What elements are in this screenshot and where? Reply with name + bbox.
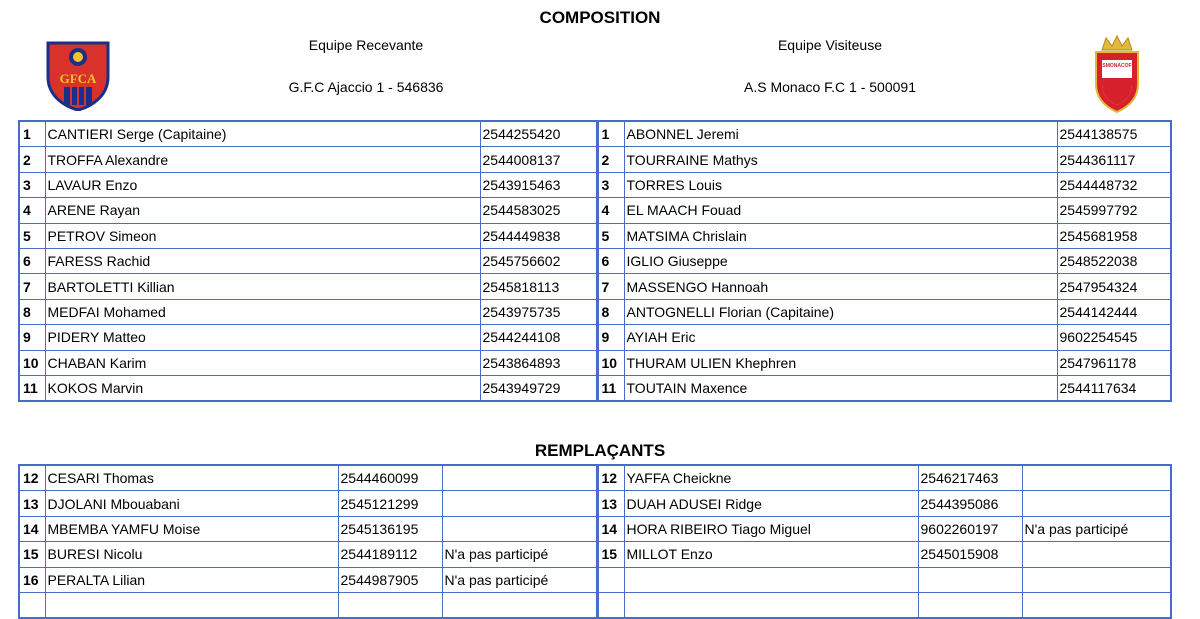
home-sub-number: 15 bbox=[19, 542, 45, 567]
home-player-name: BARTOLETTI Killian bbox=[45, 274, 480, 299]
away-player-number: 1 bbox=[597, 121, 624, 147]
substitute-row bbox=[19, 465, 1171, 491]
away-player-license: 2548522038 bbox=[1057, 248, 1171, 273]
home-sub-number: 13 bbox=[19, 491, 45, 516]
away-sub-note bbox=[1022, 592, 1171, 618]
away-player-name: AYIAH Eric bbox=[624, 325, 1057, 350]
away-player-name: TOURRAINE Mathys bbox=[624, 147, 1057, 172]
away-player-name: ANTOGNELLI Florian (Capitaine) bbox=[624, 299, 1057, 324]
away-team-label: Equipe Visiteuse bbox=[777, 37, 883, 53]
away-player-number: 3 bbox=[597, 172, 624, 197]
starter-row bbox=[19, 223, 1171, 248]
away-sub-name: HORA RIBEIRO Tiago Miguel bbox=[624, 516, 918, 541]
starter-row bbox=[19, 274, 1171, 299]
away-sub-number: 13 bbox=[597, 491, 624, 516]
starter-row bbox=[19, 147, 1171, 172]
home-sub-number: 16 bbox=[19, 567, 45, 592]
away-player-name: IGLIO Giuseppe bbox=[624, 248, 1057, 273]
away-sub-name: YAFFA Cheickne bbox=[624, 465, 918, 491]
away-player-name: MATSIMA Chrislain bbox=[624, 223, 1057, 248]
away-player-license: 2547961178 bbox=[1057, 350, 1171, 375]
away-player-license: 2544361117 bbox=[1057, 147, 1171, 172]
away-player-number: 11 bbox=[597, 375, 624, 401]
away-player-license: 9602254545 bbox=[1057, 325, 1171, 350]
substitute-row bbox=[19, 491, 1171, 516]
away-sub-note bbox=[1022, 465, 1171, 491]
away-sub-name bbox=[624, 567, 918, 592]
home-player-number: 7 bbox=[19, 274, 45, 299]
away-sub-number: 15 bbox=[597, 542, 624, 567]
away-player-name: MASSENGO Hannoah bbox=[624, 274, 1057, 299]
starter-row bbox=[19, 172, 1171, 197]
home-sub-name bbox=[45, 592, 338, 618]
away-sub-number bbox=[597, 592, 624, 618]
away-player-license: 2547954324 bbox=[1057, 274, 1171, 299]
away-player-number: 10 bbox=[597, 350, 624, 375]
away-team-name: A.S Monaco F.C 1 - 500091 bbox=[744, 79, 916, 95]
home-player-license: 2543915463 bbox=[480, 172, 597, 197]
composition-title: COMPOSITION bbox=[539, 8, 661, 27]
away-sub-name: MILLOT Enzo bbox=[624, 542, 918, 567]
home-player-license: 2545818113 bbox=[480, 274, 597, 299]
home-sub-license: 2545121299 bbox=[338, 491, 442, 516]
starter-row bbox=[19, 350, 1171, 375]
home-sub-note: N'a pas participé bbox=[442, 567, 597, 592]
home-player-license: 2543949729 bbox=[480, 375, 597, 401]
home-sub-name: CESARI Thomas bbox=[45, 465, 338, 491]
home-sub-license bbox=[338, 592, 442, 618]
away-sub-number: 14 bbox=[597, 516, 624, 541]
away-player-license: 2545681958 bbox=[1057, 223, 1171, 248]
starter-row bbox=[19, 375, 1171, 401]
away-player-license: 2544142444 bbox=[1057, 299, 1171, 324]
home-player-name: PETROV Simeon bbox=[45, 223, 480, 248]
home-player-number: 9 bbox=[19, 325, 45, 350]
home-player-number: 10 bbox=[19, 350, 45, 375]
away-player-number: 4 bbox=[597, 198, 624, 223]
home-player-license: 2543864893 bbox=[480, 350, 597, 375]
home-sub-license: 2544189112 bbox=[338, 542, 442, 567]
away-sub-number: 12 bbox=[597, 465, 624, 491]
away-sub-name bbox=[624, 592, 918, 618]
substitute-row bbox=[19, 542, 1171, 567]
home-sub-license: 2544460099 bbox=[338, 465, 442, 491]
away-sub-number bbox=[597, 567, 624, 592]
away-player-name: THURAM ULIEN Khephren bbox=[624, 350, 1057, 375]
starter-row bbox=[19, 121, 1171, 147]
home-player-license: 2544449838 bbox=[480, 223, 597, 248]
svg-text:ASMONACOFC: ASMONACOFC bbox=[1098, 63, 1136, 69]
home-sub-name: DJOLANI Mbouabani bbox=[45, 491, 338, 516]
away-player-license: 2544138575 bbox=[1057, 121, 1171, 147]
home-sub-note bbox=[442, 491, 597, 516]
away-sub-note: N'a pas participé bbox=[1022, 516, 1171, 541]
away-sub-license bbox=[918, 592, 1022, 618]
home-sub-note bbox=[442, 592, 597, 618]
home-player-name: KOKOS Marvin bbox=[45, 375, 480, 401]
home-sub-note bbox=[442, 465, 597, 491]
home-sub-name: BURESI Nicolu bbox=[45, 542, 338, 567]
away-sub-license: 9602260197 bbox=[918, 516, 1022, 541]
starter-row bbox=[19, 299, 1171, 324]
away-player-number: 8 bbox=[597, 299, 624, 324]
home-player-number: 2 bbox=[19, 147, 45, 172]
substitute-row bbox=[19, 592, 1171, 618]
away-sub-license: 2544395086 bbox=[918, 491, 1022, 516]
away-sub-note bbox=[1022, 567, 1171, 592]
home-player-name: FARESS Rachid bbox=[45, 248, 480, 273]
substitutes-title: REMPLAÇANTS bbox=[534, 441, 666, 460]
substitute-row bbox=[19, 567, 1171, 592]
away-sub-note bbox=[1022, 542, 1171, 567]
home-player-number: 3 bbox=[19, 172, 45, 197]
away-player-number: 6 bbox=[597, 248, 624, 273]
substitute-row bbox=[19, 516, 1171, 541]
home-player-name: PIDERY Matteo bbox=[45, 325, 480, 350]
starter-row bbox=[19, 198, 1171, 223]
home-player-license: 2543975735 bbox=[480, 299, 597, 324]
away-player-name: TOUTAIN Maxence bbox=[624, 375, 1057, 401]
away-player-name: EL MAACH Fouad bbox=[624, 198, 1057, 223]
away-sub-license: 2545015908 bbox=[918, 542, 1022, 567]
away-sub-license bbox=[918, 567, 1022, 592]
home-team-label: Equipe Recevante bbox=[308, 37, 424, 53]
home-sub-license: 2545136195 bbox=[338, 516, 442, 541]
home-team-name: G.F.C Ajaccio 1 - 546836 bbox=[288, 79, 444, 95]
gfca-logo bbox=[44, 39, 112, 111]
home-player-number: 6 bbox=[19, 248, 45, 273]
home-player-number: 5 bbox=[19, 223, 45, 248]
home-sub-number bbox=[19, 592, 45, 618]
home-player-name: MEDFAI Mohamed bbox=[45, 299, 480, 324]
away-player-name: ABONNEL Jeremi bbox=[624, 121, 1057, 147]
home-player-number: 4 bbox=[19, 198, 45, 223]
home-player-name: ARENE Rayan bbox=[45, 198, 480, 223]
home-sub-name: MBEMBA YAMFU Moise bbox=[45, 516, 338, 541]
monaco-logo bbox=[1090, 34, 1144, 114]
home-sub-note: N'a pas participé bbox=[442, 542, 597, 567]
away-player-number: 9 bbox=[597, 325, 624, 350]
away-player-license: 2544117634 bbox=[1057, 375, 1171, 401]
home-player-license: 2544583025 bbox=[480, 198, 597, 223]
away-player-license: 2545997792 bbox=[1057, 198, 1171, 223]
home-player-name: TROFFA Alexandre bbox=[45, 147, 480, 172]
home-sub-number: 12 bbox=[19, 465, 45, 491]
home-player-number: 1 bbox=[19, 121, 45, 147]
home-player-license: 2544008137 bbox=[480, 147, 597, 172]
starter-row bbox=[19, 248, 1171, 273]
away-player-number: 7 bbox=[597, 274, 624, 299]
home-player-number: 8 bbox=[19, 299, 45, 324]
substitutes-table bbox=[18, 464, 1172, 619]
home-player-number: 11 bbox=[19, 375, 45, 401]
home-sub-number: 14 bbox=[19, 516, 45, 541]
away-sub-name: DUAH ADUSEI Ridge bbox=[624, 491, 918, 516]
home-player-name: CHABAN Karim bbox=[45, 350, 480, 375]
away-sub-license: 2546217463 bbox=[918, 465, 1022, 491]
home-sub-name: PERALTA Lilian bbox=[45, 567, 338, 592]
home-sub-license: 2544987905 bbox=[338, 567, 442, 592]
home-player-name: CANTIERI Serge (Capitaine) bbox=[45, 121, 480, 147]
starter-row bbox=[19, 325, 1171, 350]
home-player-license: 2544255420 bbox=[480, 121, 597, 147]
starters-table bbox=[18, 120, 1172, 402]
away-player-name: TORRES Louis bbox=[624, 172, 1057, 197]
home-sub-note bbox=[442, 516, 597, 541]
home-player-license: 2545756602 bbox=[480, 248, 597, 273]
home-player-license: 2544244108 bbox=[480, 325, 597, 350]
away-player-license: 2544448732 bbox=[1057, 172, 1171, 197]
away-sub-note bbox=[1022, 491, 1171, 516]
away-player-number: 2 bbox=[597, 147, 624, 172]
away-player-number: 5 bbox=[597, 223, 624, 248]
home-player-name: LAVAUR Enzo bbox=[45, 172, 480, 197]
svg-text:GFCA: GFCA bbox=[59, 71, 97, 86]
